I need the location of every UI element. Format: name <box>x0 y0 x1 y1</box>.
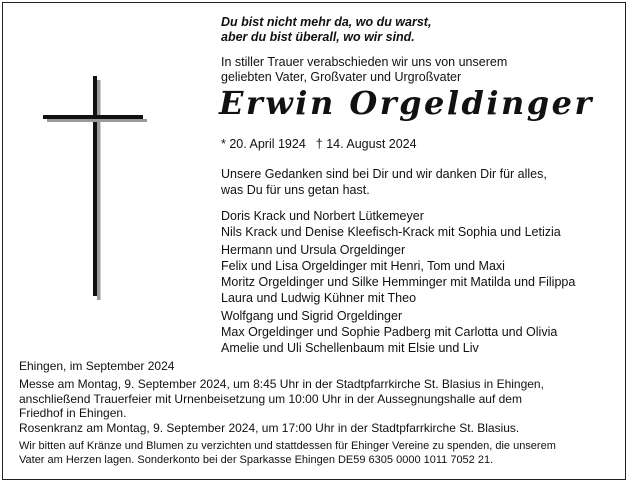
obituary-notice <box>2 2 626 480</box>
donation-note <box>19 439 556 467</box>
family-member-line: Felix und Lisa Orgeldinger mit Henri, Tom und Maxi <box>221 259 505 273</box>
death-date: † 14. August 2024 <box>315 137 417 151</box>
family-member-line: Laura und Ludwig Kühner mit Theo <box>221 291 417 305</box>
family-member-line: Wolfgang und Sigrid Orgeldinger <box>221 309 403 323</box>
motto <box>221 15 431 45</box>
family-group-3 <box>221 308 557 356</box>
dedication-line: was Du für uns getan hast. <box>221 183 370 197</box>
dedication <box>221 166 547 198</box>
intro-line: geliebten Vater, Großvater und Urgroßvater <box>221 70 462 84</box>
life-dates <box>221 137 417 151</box>
family-group-1 <box>221 208 561 240</box>
family-member-line: Amelie und Uli Schellenbaum mit Elsie und Liv <box>221 341 479 355</box>
family-member-line: Hermann und Ursula Orgeldinger <box>221 243 406 257</box>
deceased-name: Erwin Orgeldinger <box>219 84 594 122</box>
family-group-2 <box>221 242 575 306</box>
motto-line: Du bist nicht mehr da, wo du warst, <box>221 15 432 29</box>
service-line: anschließend Trauerfeier mit Urnenbeisetzung um 10:00 Uhr in der Aussegnungshalle auf dem <box>19 391 522 406</box>
motto-line: aber du bist überall, wo wir sind. <box>221 30 415 44</box>
place-date: Ehingen, im September 2024 <box>19 359 175 373</box>
intro-text <box>221 55 507 85</box>
donation-line: Vater am Herzen lagen. Sonderkonto bei der Sparkasse Ehingen DE59 6305 0000 1011 7052 21. <box>19 454 494 466</box>
family-member-line: Max Orgeldinger und Sophie Padberg mit Carlotta und Olivia <box>221 325 558 339</box>
service-line: Rosenkranz am Montag, 9. September 2024, um 17:00 Uhr in der Stadtpfarrkirche St. Blasius. <box>19 420 520 435</box>
dedication-line: Unsere Gedanken sind bei Dir und wir danken Dir für alles, <box>221 167 547 181</box>
service-line: Friedhof in Ehingen. <box>19 406 127 420</box>
family-member-line: Doris Krack und Norbert Lütkemeyer <box>221 209 424 223</box>
donation-line: Wir bitten auf Kränze und Blumen zu verzichten und stattdessen für Ehinger Vereine zu spenden, die unserem <box>19 440 556 452</box>
family-member-line: Moritz Orgeldinger und Silke Hemminger mit Matilda und Filippa <box>221 275 576 289</box>
intro-line: In stiller Trauer verabschieden wir uns von unserem <box>221 55 508 69</box>
cross-icon <box>43 73 153 303</box>
service-line: Messe am Montag, 9. September 2024, um 8:45 Uhr in der Stadtpfarrkirche St. Blasius in Ehingen, <box>19 377 544 391</box>
service-info <box>19 377 544 435</box>
family-member-line: Nils Krack und Denise Kleefisch-Krack mit Sophia und Letizia <box>221 225 561 239</box>
birth-date: * 20. April 1924 <box>221 137 306 151</box>
